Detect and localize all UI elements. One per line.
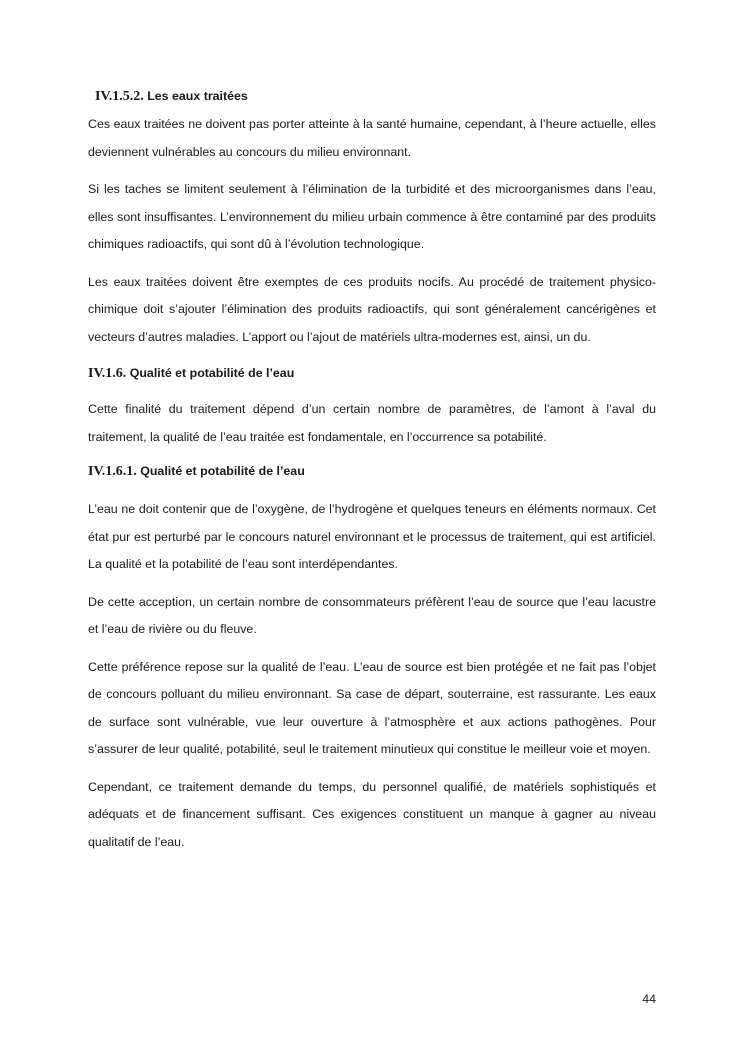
section-heading-iv-1-6-1 (88, 461, 656, 482)
paragraph: L’eau ne doit contenir que de l’oxygène, de l’hydrogène et quelques teneurs en éléments normaux. Cet état pur est perturbé par le concours naturel environnant et le processus de traitement, qui est artificiel. La qualité et la potabilité de l’eau sont interdépendantes. (88, 502, 656, 571)
paragraph: Cette finalité du traitement dépend d’un certain nombre de paramètres, de l’amont à l’aval du traitement, la qualité de l’eau traitée est fondamentale, en l’occurrence sa potabilité. (88, 402, 656, 444)
paragraph: Cependant, ce traitement demande du temps, du personnel qualifié, de matériels sophistiqués et adéquats et de financement suffisant. Ces exigences constituent un manque à gagner au niveau qualitatif de l’eau. (88, 779, 656, 849)
heading-number: IV.1.6.1. (88, 464, 137, 479)
heading-title: Qualité et potabilité de l’eau (140, 464, 305, 478)
section-heading-iv-1-6 (88, 363, 656, 384)
paragraph: Cette préférence repose sur la qualité de l’eau. L’eau de source est bien protégée et ne fait pas l’objet de concours polluant du milieu environnant. Sa case de départ, souterraine, est rassurante. Les eaux de surface sont vulnérable, vue leur ouverture à l’atmosphère et aux actions pathogènes. Pour s’assurer de leur qualité, potabilité, seul le traitement minutieux qui constitue le meilleur voie et moyen. (88, 659, 656, 756)
heading-number: IV.1.5.2. (95, 89, 144, 104)
paragraph: Les eaux traitées doivent être exemptes de ces produits nocifs. Au procédé de traitement physico-chimique doit s’ajouter l’élimination des produits radioactifs, qui sont généralement cancérigènes et vecteurs d’autres maladies. L’apport ou l’ajout de matériels ultra-modernes est, ainsi, un du. (88, 274, 656, 344)
section-heading-iv-1-5-2 (95, 86, 656, 107)
page-content (88, 86, 656, 856)
heading-number: IV.1.6. (88, 366, 127, 381)
heading-title: Les eaux traitées (147, 89, 248, 103)
paragraph: Ces eaux traitées ne doivent pas porter atteinte à la santé humaine, cependant, à l’heure actuelle, elles deviennent vulnérables au concours du milieu environnant. (88, 117, 656, 159)
page-number: 44 (642, 992, 656, 1006)
paragraph: De cette acception, un certain nombre de consommateurs préfèrent l’eau de source que l’eau lacustre et l’eau de rivière ou du fleuve. (88, 594, 656, 636)
heading-title: Qualité et potabilité de l’eau (129, 366, 295, 380)
paragraph: Si les taches se limitent seulement à l’élimination de la turbidité et des microorganismes dans l’eau, elles sont insuffisantes. L’environnement du milieu urbain commence à être contaminé par des produits chimiques radioactifs, qui sont dû à l’évolution technologique. (88, 182, 656, 251)
